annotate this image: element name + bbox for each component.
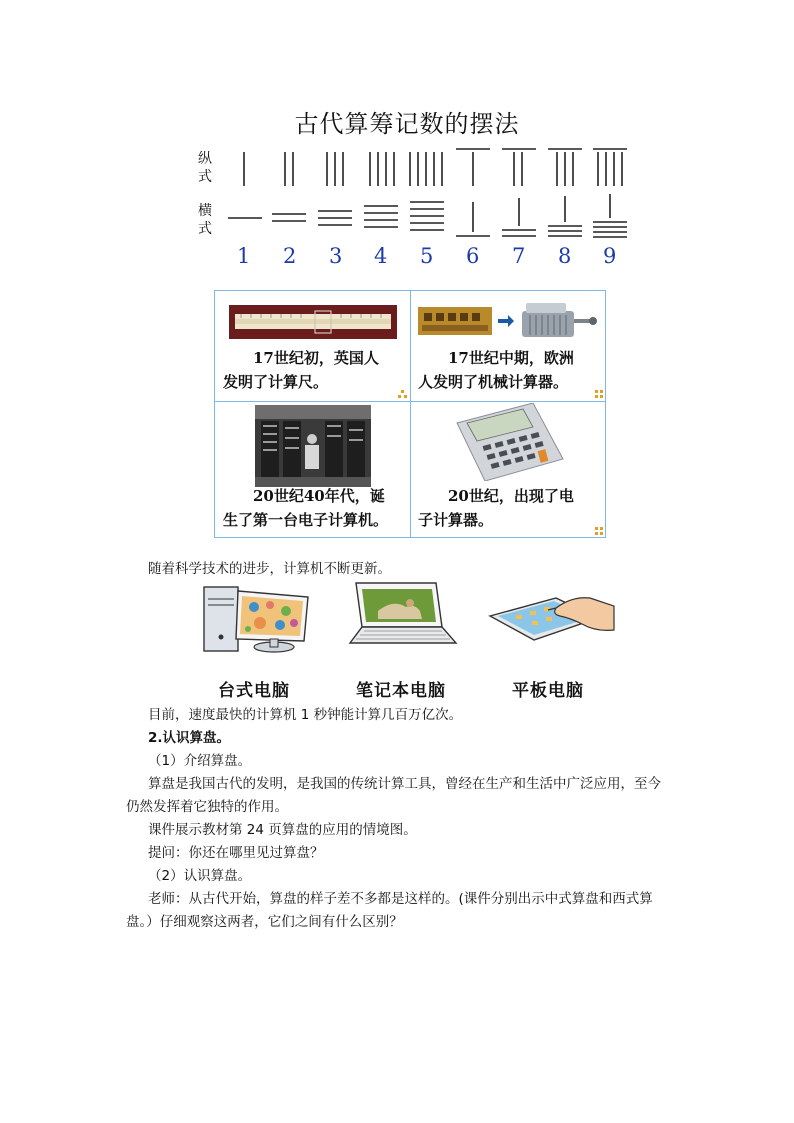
tablet-image xyxy=(486,588,618,648)
desktop-computer-image xyxy=(200,583,320,655)
digit-labels xyxy=(190,244,640,272)
paragraph: 盘。）仔细观察这两者，它们之间有什么区别？ xyxy=(126,914,403,930)
corner-dots-icon xyxy=(595,390,604,399)
caption-line: 20世纪40年代，诞 xyxy=(253,487,385,505)
paragraph: 老师：从古代开始，算盘的样子差不多都是这样的。(课件分别出示中式算盘和西式算 xyxy=(148,891,653,907)
vertical-label-char: 纵 xyxy=(198,151,212,167)
digit-label: 7 xyxy=(512,244,526,268)
paragraph: 目前，速度最快的计算机 1 秒钟能计算几百万亿次。 xyxy=(148,707,463,723)
history-caption xyxy=(223,484,407,532)
counting-rods-svg xyxy=(190,140,640,245)
device-label-laptop: 笔记本电脑 xyxy=(356,681,446,701)
rod-numeral-chart xyxy=(190,140,640,275)
caption-line: 17世纪中期，欧洲 xyxy=(448,349,574,367)
digit-label: 8 xyxy=(558,244,572,268)
digit-label: 6 xyxy=(466,244,480,268)
digit-label: 9 xyxy=(603,244,617,268)
horizontal-label-char: 横 xyxy=(198,203,212,219)
paragraph: 仍然发挥着它独特的作用。 xyxy=(126,799,288,815)
mechanical-calculator-image xyxy=(418,299,604,343)
paragraph: （2）认识算盘。 xyxy=(148,868,252,884)
caption-line: 生了第一台电子计算机。 xyxy=(223,511,389,529)
digit-label: 4 xyxy=(374,244,388,268)
slide-rule-image xyxy=(229,305,397,339)
grid-divider xyxy=(215,401,605,402)
paragraph: 算盘是我国古代的发明，是我国的传统计算工具，曾经在生产和生活中广泛应用，至今 xyxy=(148,776,661,792)
paragraph: 提问：你还在哪里见过算盘？ xyxy=(148,845,324,861)
laptop-image xyxy=(348,581,458,649)
paragraph: （1）介绍算盘。 xyxy=(148,753,252,769)
electronic-calculator-image xyxy=(455,403,565,481)
digit-label: 3 xyxy=(329,244,343,268)
digit-label: 2 xyxy=(283,244,297,268)
caption-line: 子计算器。 xyxy=(418,511,494,529)
intro-line: 随着科学技术的进步，计算机不断更新。 xyxy=(148,561,391,577)
eniac-computer-image xyxy=(255,405,371,487)
device-label-desktop: 台式电脑 xyxy=(218,681,290,701)
device-label-tablet: 平板电脑 xyxy=(512,681,584,701)
digit-label: 1 xyxy=(237,244,251,268)
caption-line: 20世纪，出现了电 xyxy=(448,487,574,505)
grid-divider xyxy=(410,291,411,537)
history-caption xyxy=(418,484,604,532)
history-caption xyxy=(418,346,604,394)
page-title: 古代算筹记数的摆法 xyxy=(294,110,520,138)
vertical-label-char: 式 xyxy=(198,169,212,185)
caption-line: 发明了计算尺。 xyxy=(223,373,329,391)
paragraph: 课件展示教材第 24 页算盘的应用的情境图。 xyxy=(148,822,417,838)
horizontal-label-char: 式 xyxy=(198,221,212,237)
corner-dots-icon xyxy=(595,527,604,536)
corner-dots-icon xyxy=(398,390,407,399)
body-text-block xyxy=(126,704,686,934)
history-caption xyxy=(223,346,407,394)
section-heading: 2.认识算盘。 xyxy=(148,730,231,746)
caption-line: 人发明了机械计算器。 xyxy=(418,373,569,391)
digit-label: 5 xyxy=(420,244,434,268)
caption-line: 17世纪初，英国人 xyxy=(253,349,379,367)
calculator-history-grid xyxy=(214,290,606,538)
